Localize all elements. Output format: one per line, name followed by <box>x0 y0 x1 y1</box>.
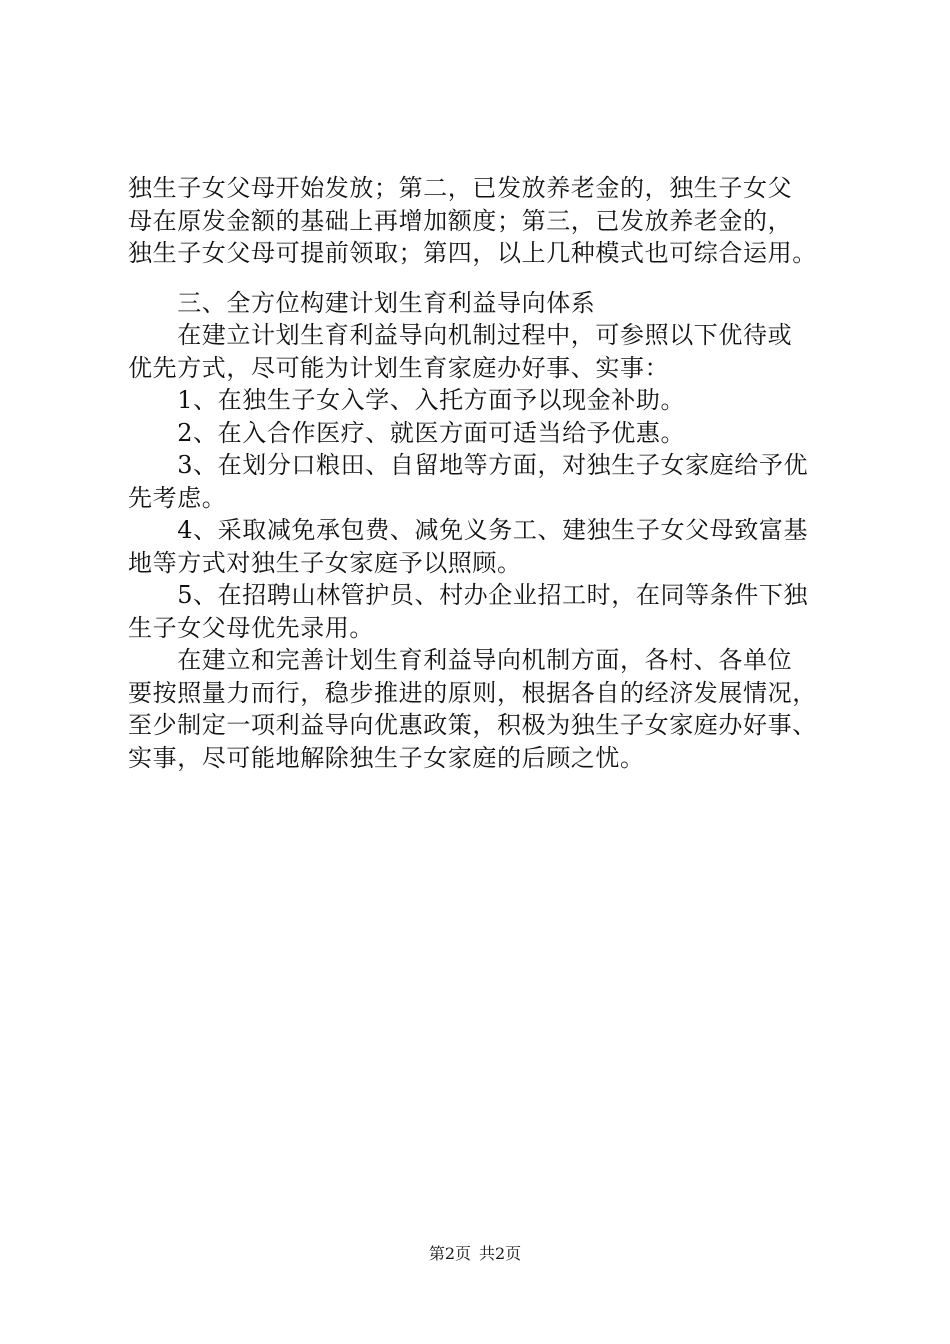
paragraph-gap <box>128 270 848 287</box>
list-item: 3、在划分口粮田、自留地等方面，对独生子女家庭给予优 <box>128 451 809 479</box>
list-item: 5、在招聘山林管护员、村办企业招工时，在同等条件下独 <box>128 581 809 609</box>
page-total: 共2页 <box>479 1244 522 1263</box>
text-line: 至少制定一项利益导向优惠政策，积极为独生子女家庭办好事、 <box>128 711 817 739</box>
text-line: 独生子女父母可提前领取；第四，以上几种模式也可综合运用。 <box>128 239 817 267</box>
list-item: 2、在入合作医疗、就医方面可适当给予优惠。 <box>128 418 686 447</box>
document-body <box>128 172 848 774</box>
text-line: 实事，尽可能地解除独生子女家庭的后顾之忧。 <box>128 743 645 772</box>
list-item: 1、在独生子女入学、入托方面予以现金补助。 <box>128 386 686 414</box>
text-line: 独生子女父母开始发放；第二，已发放养老金的，独生子女父 <box>128 174 793 202</box>
text-line: 要按照量力而行，稳步推进的原则，根据各自的经济发展情况， <box>128 678 817 707</box>
text-line: 生子女父母优先录用。 <box>128 613 374 642</box>
list-item: 4、采取减免承包费、减免义务工、建独生子女父母致富基 <box>128 516 809 544</box>
section-heading: 三、全方位构建计划生育利益导向体系 <box>128 288 596 317</box>
text-line: 地等方式对独生子女家庭予以照顾。 <box>128 548 522 577</box>
text-line: 在建立和完善计划生育利益导向机制方面，各村、各单位 <box>128 646 793 674</box>
page-footer <box>0 1244 950 1264</box>
text-line: 在建立计划生育利益导向机制过程中，可参照以下优待或 <box>128 321 793 349</box>
text-line: 先考虑。 <box>128 483 227 512</box>
text-line: 母在原发金额的基础上再增加额度；第三，已发放养老金的， <box>128 206 793 235</box>
page-number: 第2页 <box>428 1244 471 1263</box>
text-line: 优先方式，尽可能为计划生育家庭办好事、实事： <box>128 353 670 382</box>
